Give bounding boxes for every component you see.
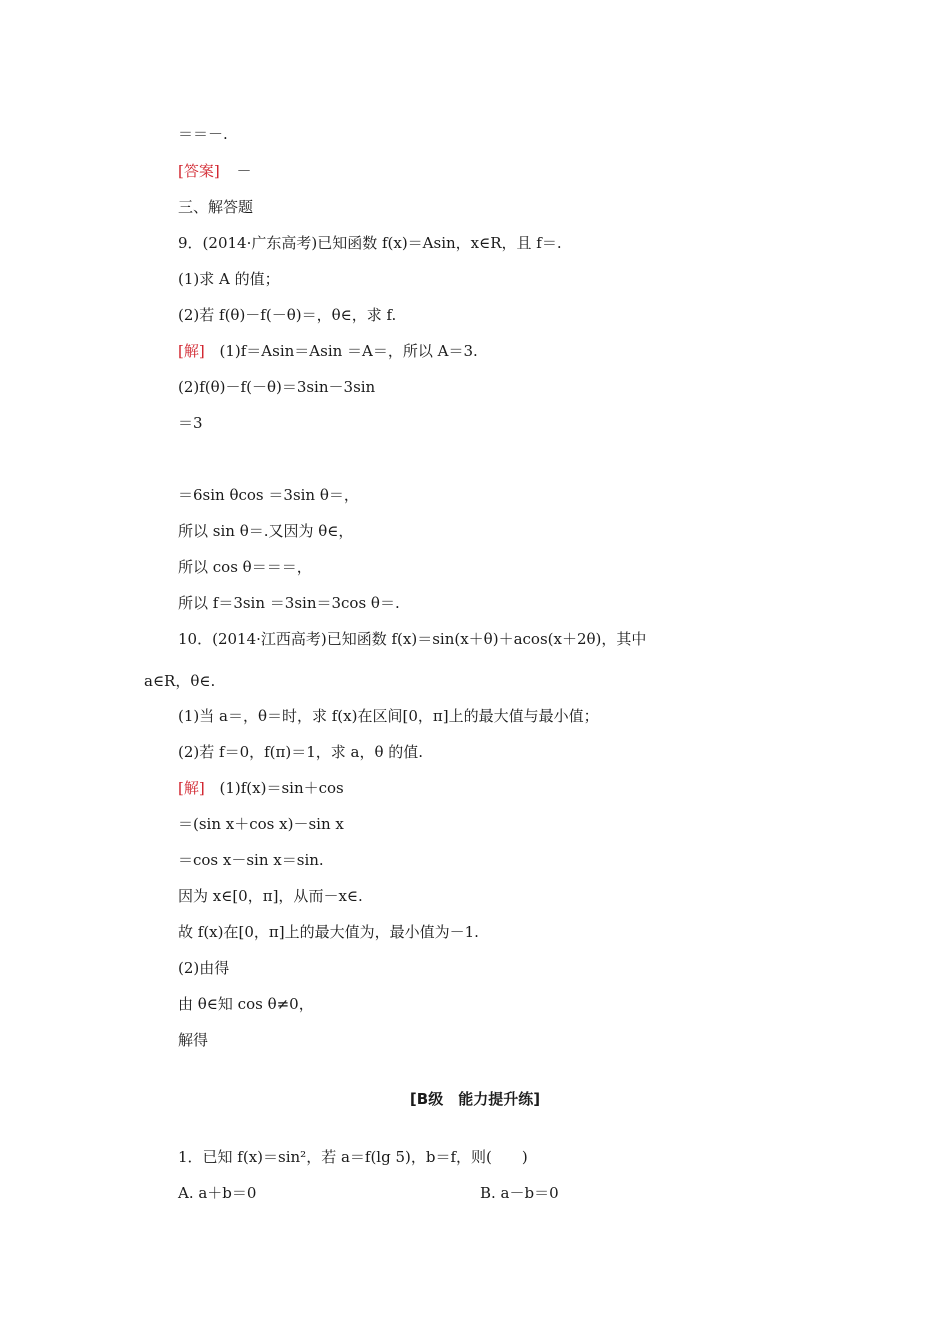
text-line: ＝＝－. xyxy=(178,125,228,143)
solution-10-row xyxy=(178,778,344,798)
answer-row xyxy=(178,161,252,181)
question-1: 1．已知 f(x)＝sin²，若 a＝f(lg 5)，b＝f，则( ) xyxy=(178,1148,528,1166)
section-title: 三、解答题 xyxy=(178,198,254,216)
option-b: B. a－b＝0 xyxy=(480,1184,559,1202)
text-line: 所以 f＝3sin ＝3sin＝3cos θ＝. xyxy=(178,594,400,612)
text-line: ＝6sin θcos ＝3sin θ＝， xyxy=(178,486,359,504)
solution-label: [解] xyxy=(178,342,205,360)
text-line: 解得 xyxy=(178,1031,209,1049)
answer-label: [答案] xyxy=(178,162,220,180)
solution-text: (1)f＝Asin＝Asin ＝A＝，所以 A＝3. xyxy=(219,342,478,360)
text-line: 故 f(x)在[0，π]上的最大值为，最小值为－1. xyxy=(178,923,479,941)
solution-9-row xyxy=(178,341,478,361)
text-line: 所以 sin θ＝.又因为 θ∈， xyxy=(178,522,354,540)
text-line: ＝(sin x＋cos x)－sin x xyxy=(178,815,344,833)
text-line: 所以 cos θ＝＝＝， xyxy=(178,558,312,576)
text-line: ＝3 xyxy=(178,414,203,432)
text-line: (2)由得 xyxy=(178,959,230,977)
text-line: 因为 x∈[0，π]，从而－x∈. xyxy=(178,887,363,905)
solution-label: [解] xyxy=(178,779,205,797)
solution-text: (1)f(x)＝sin＋cos xyxy=(219,779,344,797)
text-line: (2)f(θ)－f(－θ)＝3sin－3sin xyxy=(178,378,376,396)
answer-value: － xyxy=(236,162,252,180)
problem-10-cont: a∈R，θ∈. xyxy=(144,672,216,690)
problem-10-part-1: (1)当 a＝，θ＝时，求 f(x)在区间[0，π]上的最大值与最小值； xyxy=(178,707,599,725)
text-line: ＝cos x－sin x＝sin. xyxy=(178,851,324,869)
option-a: A. a＋b＝0 xyxy=(178,1184,257,1202)
problem-10-part-2: (2)若 f＝0，f(π)＝1，求 a，θ 的值. xyxy=(178,743,424,761)
section-heading: [B级 能力提升练] xyxy=(409,1090,541,1108)
problem-10: 10．(2014·江西高考)已知函数 f(x)＝sin(x＋θ)＋acos(x＋2θ)，其中 xyxy=(178,630,647,648)
problem-9: 9．(2014·广东高考)已知函数 f(x)＝Asin，x∈R，且 f＝. xyxy=(178,234,562,252)
problem-9-part-1: (1)求 A 的值； xyxy=(178,270,280,288)
text-line: 由 θ∈知 cos θ≠0， xyxy=(178,995,314,1013)
problem-9-part-2: (2)若 f(θ)－f(－θ)＝，θ∈，求 f. xyxy=(178,306,397,324)
